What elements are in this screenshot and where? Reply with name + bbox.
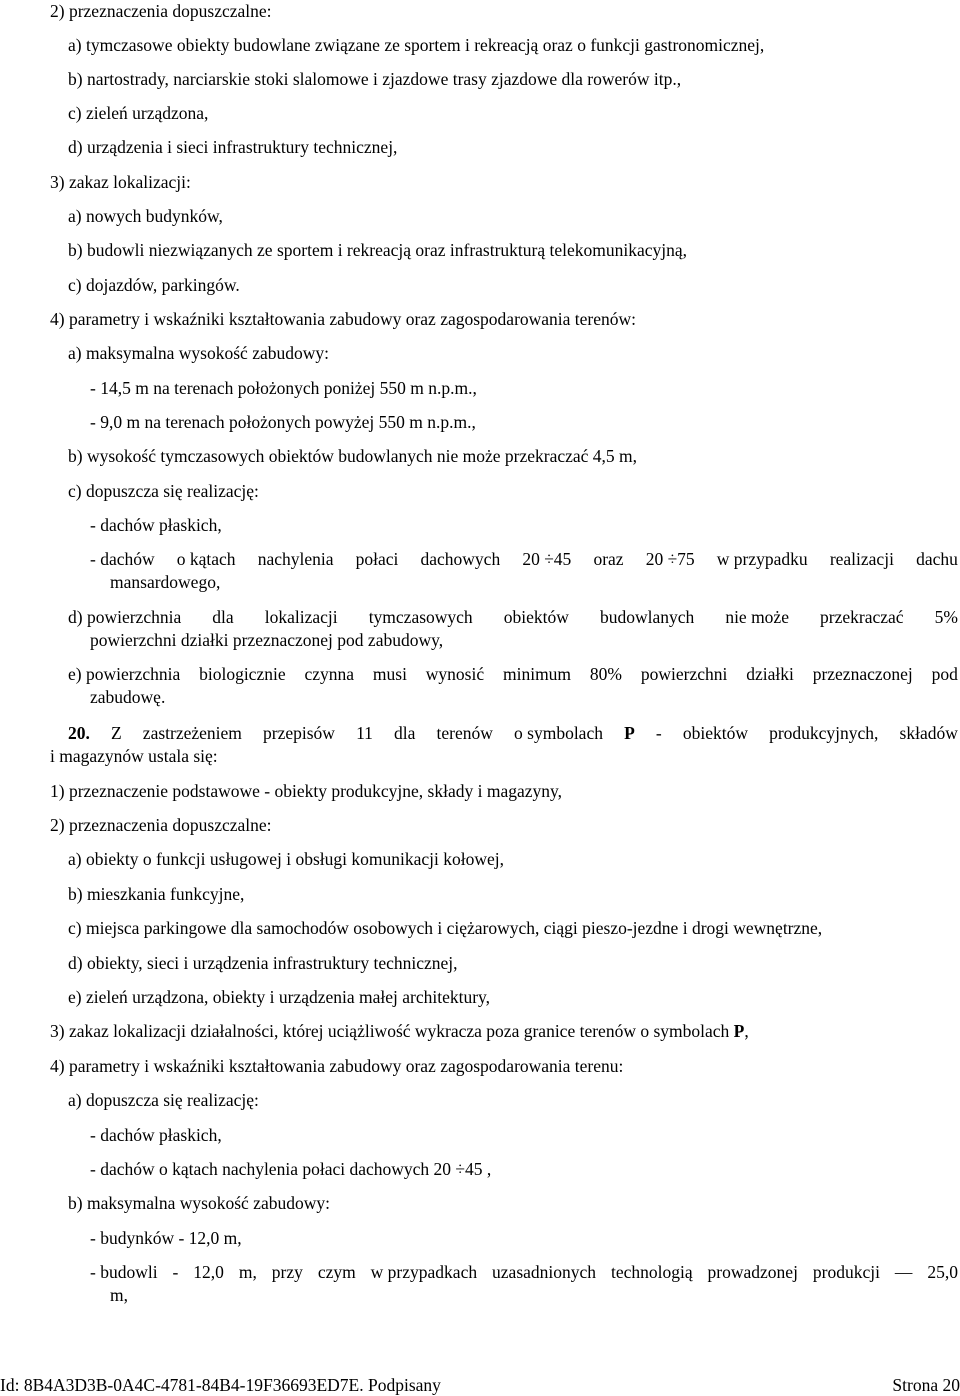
doc-line: powierzchni działki przeznaczonej pod zabudowy, bbox=[90, 630, 444, 650]
doc-line: e) zieleń urządzona, obiekty i urządzenia małej architektury, bbox=[68, 987, 491, 1007]
doc-line: 2) przeznaczenia dopuszczalne: bbox=[50, 815, 272, 835]
doc-line: 1) przeznaczenie podstawowe - obiekty produkcyjne, składy i magazyny, bbox=[50, 781, 563, 801]
doc-line: 4) parametry i wskaźniki kształtowania zabudowy oraz zagospodarowania terenów: bbox=[50, 309, 637, 329]
roof-slope-line: - dachów o kątach nachylenia połaci dachowych 20 ÷45 oraz 20 ÷75 w przypadku realizacji dachu bbox=[90, 549, 958, 569]
doc-line: - dachów o kątach nachylenia połaci dachowych 20 ÷45 , bbox=[90, 1159, 492, 1179]
doc-line: - dachów płaskich, bbox=[90, 515, 222, 535]
doc-line: c) zieleń urządzona, bbox=[68, 103, 209, 123]
doc-line: - dachów płaskich, bbox=[90, 1125, 222, 1145]
symbol-p: P bbox=[624, 723, 635, 743]
doc-line: mansardowego, bbox=[110, 572, 221, 592]
doc-line: a) dopuszcza się realizację: bbox=[68, 1090, 259, 1110]
doc-line: b) budowli niezwiązanych ze sportem i rekreacją oraz infrastrukturą telekomunikacyjną, bbox=[68, 240, 688, 260]
section-20-heading: 20. Z zastrzeżeniem przepisów 11 dla terenów o symbolach P - obiektów produkcyjnych, składów bbox=[68, 723, 958, 743]
bio-area-line: e) powierzchnia biologicznie czynna musi wynosić minimum 80% powierzchni działki przeznaczonej pod bbox=[68, 664, 958, 684]
doc-line: b) maksymalna wysokość zabudowy: bbox=[68, 1193, 330, 1213]
doc-line: b) mieszkania funkcyjne, bbox=[68, 884, 245, 904]
doc-line: c) dojazdów, parkingów. bbox=[68, 275, 240, 295]
doc-line: 4) parametry i wskaźniki kształtowania zabudowy oraz zagospodarowania terenu: bbox=[50, 1056, 624, 1076]
section-number: 20. bbox=[68, 723, 90, 743]
doc-line: a) nowych budynków, bbox=[68, 206, 223, 226]
document-id: Id: 8B4A3D3B-0A4C-4781-84B4-19F36693ED7E. Podpisany bbox=[0, 1375, 441, 1395]
doc-line: a) obiekty o funkcji usługowej i obsługi komunikacji kołowej, bbox=[68, 849, 504, 869]
doc-line: a) tymczasowe obiekty budowlane związane ze sportem i rekreacją oraz o funkcji gastronomicznej, bbox=[68, 35, 765, 55]
prohibition-line: 3) zakaz lokalizacji działalności, której uciążliwość wykracza poza granice terenów o symbolach P, bbox=[50, 1021, 749, 1041]
doc-line: - 14,5 m na terenach położonych poniżej 550 m n.p.m., bbox=[90, 378, 477, 398]
doc-line: zabudowę. bbox=[90, 687, 166, 707]
doc-line: - 9,0 m na terenach położonych powyżej 550 m n.p.m., bbox=[90, 412, 476, 432]
area-limit-line: d) powierzchnia dla lokalizacji tymczasowych obiektów budowlanych nie może przekraczać 5% bbox=[68, 607, 958, 627]
doc-line: a) maksymalna wysokość zabudowy: bbox=[68, 343, 329, 363]
doc-line: i magazynów ustala się: bbox=[50, 746, 218, 766]
doc-line: d) urządzenia i sieci infrastruktury technicznej, bbox=[68, 137, 398, 157]
doc-line: - budynków - 12,0 m, bbox=[90, 1228, 242, 1248]
doc-line: c) dopuszcza się realizację: bbox=[68, 481, 259, 501]
doc-line: d) obiekty, sieci i urządzenia infrastruktury technicznej, bbox=[68, 953, 458, 973]
doc-line: 3) zakaz lokalizacji: bbox=[50, 172, 191, 192]
doc-line: c) miejsca parkingowe dla samochodów osobowych i ciężarowych, ciągi pieszo-jezdne i drogi wewnętrzne, bbox=[68, 918, 823, 938]
doc-line: 2) przeznaczenia dopuszczalne: bbox=[50, 1, 272, 21]
doc-line: b) nartostrady, narciarskie stoki slalomowe i zjazdowe trasy zjazdowe dla rowerów itp., bbox=[68, 69, 682, 89]
page-number: Strona 20 bbox=[892, 1375, 960, 1395]
structure-height-line: - budowli - 12,0 m, przy czym w przypadkach uzasadnionych technologią prowadzonej produkcji — 25,0 bbox=[90, 1262, 958, 1282]
doc-line: m, bbox=[110, 1285, 128, 1305]
doc-line: b) wysokość tymczasowych obiektów budowlanych nie może przekraczać 4,5 m, bbox=[68, 446, 638, 466]
